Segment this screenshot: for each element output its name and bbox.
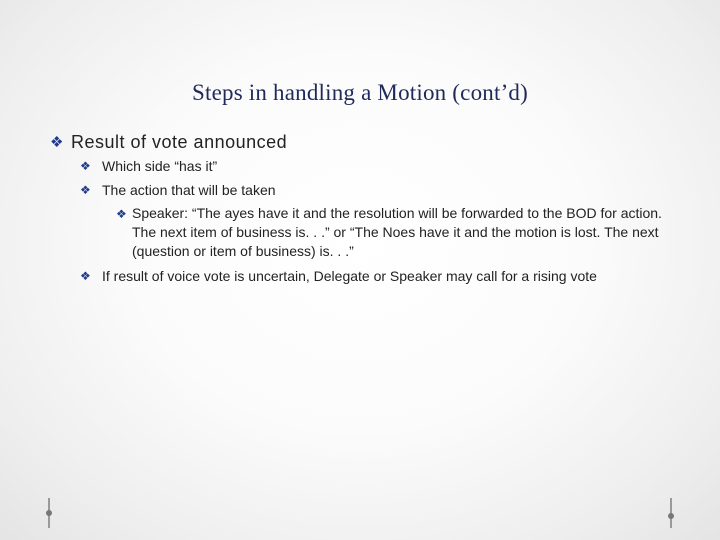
bullet-level2-item: The action that will be taken [102, 182, 276, 198]
right-dot-icon [668, 513, 674, 519]
diamond-bullet-icon: ❖ [50, 134, 64, 151]
bullet-level1: Result of vote announced [71, 132, 288, 152]
bullet-level2-item: Which side “has it” [102, 158, 218, 174]
diamond-bullet-icon: ❖ [80, 159, 91, 173]
diamond-bullet-icon: ❖ [80, 183, 91, 197]
bullet-level2-item: If result of voice vote is uncertain, Delegate or Speaker may call for a rising vote [102, 268, 597, 284]
diamond-bullet-icon: ❖ [116, 207, 127, 221]
diamond-bullet-icon: ❖ [80, 269, 91, 283]
bullet-level3-item: Speaker: “The ayes have it and the resolution will be forwarded to the BOD for action. The next item of business is. . .” or “The Noes have it and the motion is lost. The next (question or item of business) is. . .” [132, 205, 662, 259]
slide-title: Steps in handling a Motion (cont’d) [192, 80, 528, 105]
left-dot-icon [46, 510, 52, 516]
